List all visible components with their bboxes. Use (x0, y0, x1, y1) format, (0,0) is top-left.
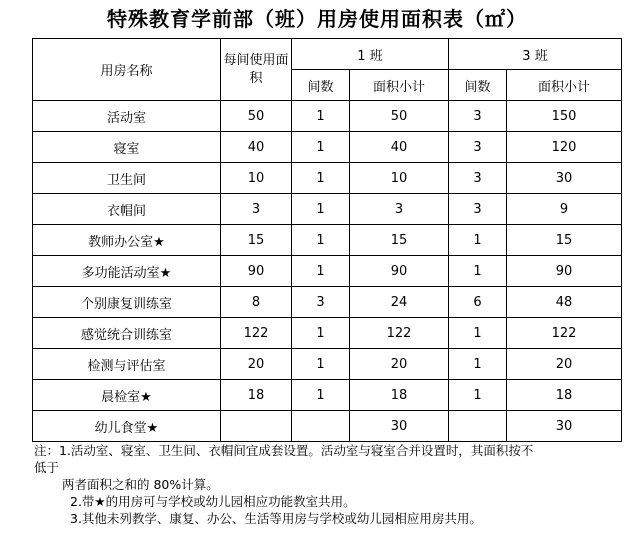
notes (34, 442, 624, 527)
table-row (33, 318, 622, 349)
subtotal-class-1-cell: 30 (350, 411, 449, 442)
count-class-3-cell: 1 (449, 256, 507, 287)
note-line-4: 2.带★的用房可与学校或幼儿园相应功能教室共用。 (70, 494, 356, 509)
subtotal-class-3-cell: 122 (507, 318, 622, 349)
header-room-name: 用房名称 (33, 39, 221, 101)
table-row (33, 225, 622, 256)
count-class-1-cell: 1 (292, 380, 350, 411)
subtotal-class-1-cell: 40 (350, 132, 449, 163)
count-class-3-cell: 3 (449, 132, 507, 163)
subtotal-class-1-cell: 122 (350, 318, 449, 349)
count-class-3-cell: 3 (449, 194, 507, 225)
subtotal-class-3-cell: 20 (507, 349, 622, 380)
header-per-room-area: 每间使用面积 (221, 39, 292, 101)
room-name-cell: 教师办公室★ (33, 225, 221, 256)
per-area-cell: 90 (221, 256, 292, 287)
count-class-1-cell: 1 (292, 163, 350, 194)
subtotal-class-1-cell: 3 (350, 194, 449, 225)
subtotal-class-3-cell: 18 (507, 380, 622, 411)
table-row (33, 380, 622, 411)
subtotal-class-1-cell: 18 (350, 380, 449, 411)
count-class-3-cell: 1 (449, 349, 507, 380)
room-name-cell: 幼儿食堂★ (33, 411, 221, 442)
count-class-1-cell: 1 (292, 101, 350, 132)
room-name-cell: 晨检室★ (33, 380, 221, 411)
subtotal-class-3-cell: 15 (507, 225, 622, 256)
subtotal-class-3-cell: 30 (507, 411, 622, 442)
subtotal-class-3-cell: 30 (507, 163, 622, 194)
count-class-1-cell: 1 (292, 132, 350, 163)
subtotal-class-1-cell: 10 (350, 163, 449, 194)
header-count-class-3: 间数 (449, 70, 507, 101)
room-name-cell: 感觉统合训练室 (33, 318, 221, 349)
header-class-3: 3 班 (449, 39, 622, 70)
count-class-3-cell: 3 (449, 163, 507, 194)
count-class-1-cell: 1 (292, 194, 350, 225)
table-row (33, 194, 622, 225)
subtotal-class-3-cell: 150 (507, 101, 622, 132)
per-area-cell: 3 (221, 194, 292, 225)
per-area-cell: 50 (221, 101, 292, 132)
count-class-1-cell (292, 411, 350, 442)
per-area-cell: 8 (221, 287, 292, 318)
header-count-class-1: 间数 (292, 70, 350, 101)
per-area-cell: 20 (221, 349, 292, 380)
table-row (33, 132, 622, 163)
subtotal-class-1-cell: 90 (350, 256, 449, 287)
per-area-cell (221, 411, 292, 442)
subtotal-class-3-cell: 90 (507, 256, 622, 287)
count-class-1-cell: 1 (292, 225, 350, 256)
per-area-cell: 40 (221, 132, 292, 163)
room-name-cell: 活动室 (33, 101, 221, 132)
note-line-5: 3.其他未列教学、康复、办公、生活等用房与学校或幼儿园相应用房共用。 (70, 511, 482, 526)
count-class-1-cell: 1 (292, 349, 350, 380)
per-area-cell: 18 (221, 380, 292, 411)
note-line-3: 两者面积之和的 80%计算。 (62, 477, 219, 492)
note-line-1: 注：1.活动室、寝室、卫生间、衣帽间宜成套设置。活动室与寝室合并设置时，其面积按不 (34, 443, 534, 458)
room-area-table (32, 38, 622, 442)
subtotal-class-1-cell: 24 (350, 287, 449, 318)
count-class-3-cell: 6 (449, 287, 507, 318)
subtotal-class-1-cell: 50 (350, 101, 449, 132)
subtotal-class-1-cell: 20 (350, 349, 449, 380)
room-name-cell: 寝室 (33, 132, 221, 163)
subtotal-class-3-cell: 9 (507, 194, 622, 225)
per-area-cell: 122 (221, 318, 292, 349)
count-class-1-cell: 1 (292, 256, 350, 287)
room-name-cell: 个别康复训练室 (33, 287, 221, 318)
table-row (33, 163, 622, 194)
table-body (33, 101, 622, 442)
table-row (33, 287, 622, 318)
per-area-cell: 15 (221, 225, 292, 256)
header-class-1: 1 班 (292, 39, 449, 70)
subtotal-class-3-cell: 120 (507, 132, 622, 163)
table-row (33, 411, 622, 442)
count-class-1-cell: 1 (292, 318, 350, 349)
room-name-cell: 卫生间 (33, 163, 221, 194)
subtotal-class-1-cell: 15 (350, 225, 449, 256)
subtotal-class-3-cell: 48 (507, 287, 622, 318)
table-row (33, 256, 622, 287)
count-class-3-cell: 1 (449, 380, 507, 411)
page-title: 特殊教育学前部（班）用房使用面积表（㎡） (107, 7, 527, 31)
room-name-cell: 衣帽间 (33, 194, 221, 225)
count-class-3-cell: 1 (449, 318, 507, 349)
table-row (33, 101, 622, 132)
room-name-cell: 多功能活动室★ (33, 256, 221, 287)
note-line-2: 低于 (34, 460, 60, 475)
count-class-3-cell: 3 (449, 101, 507, 132)
count-class-3-cell: 1 (449, 225, 507, 256)
room-name-cell: 检测与评估室 (33, 349, 221, 380)
per-area-cell: 10 (221, 163, 292, 194)
header-subtotal-class-3: 面积小计 (507, 70, 622, 101)
table-row (33, 349, 622, 380)
count-class-3-cell (449, 411, 507, 442)
header-subtotal-class-1: 面积小计 (350, 70, 449, 101)
count-class-1-cell: 3 (292, 287, 350, 318)
